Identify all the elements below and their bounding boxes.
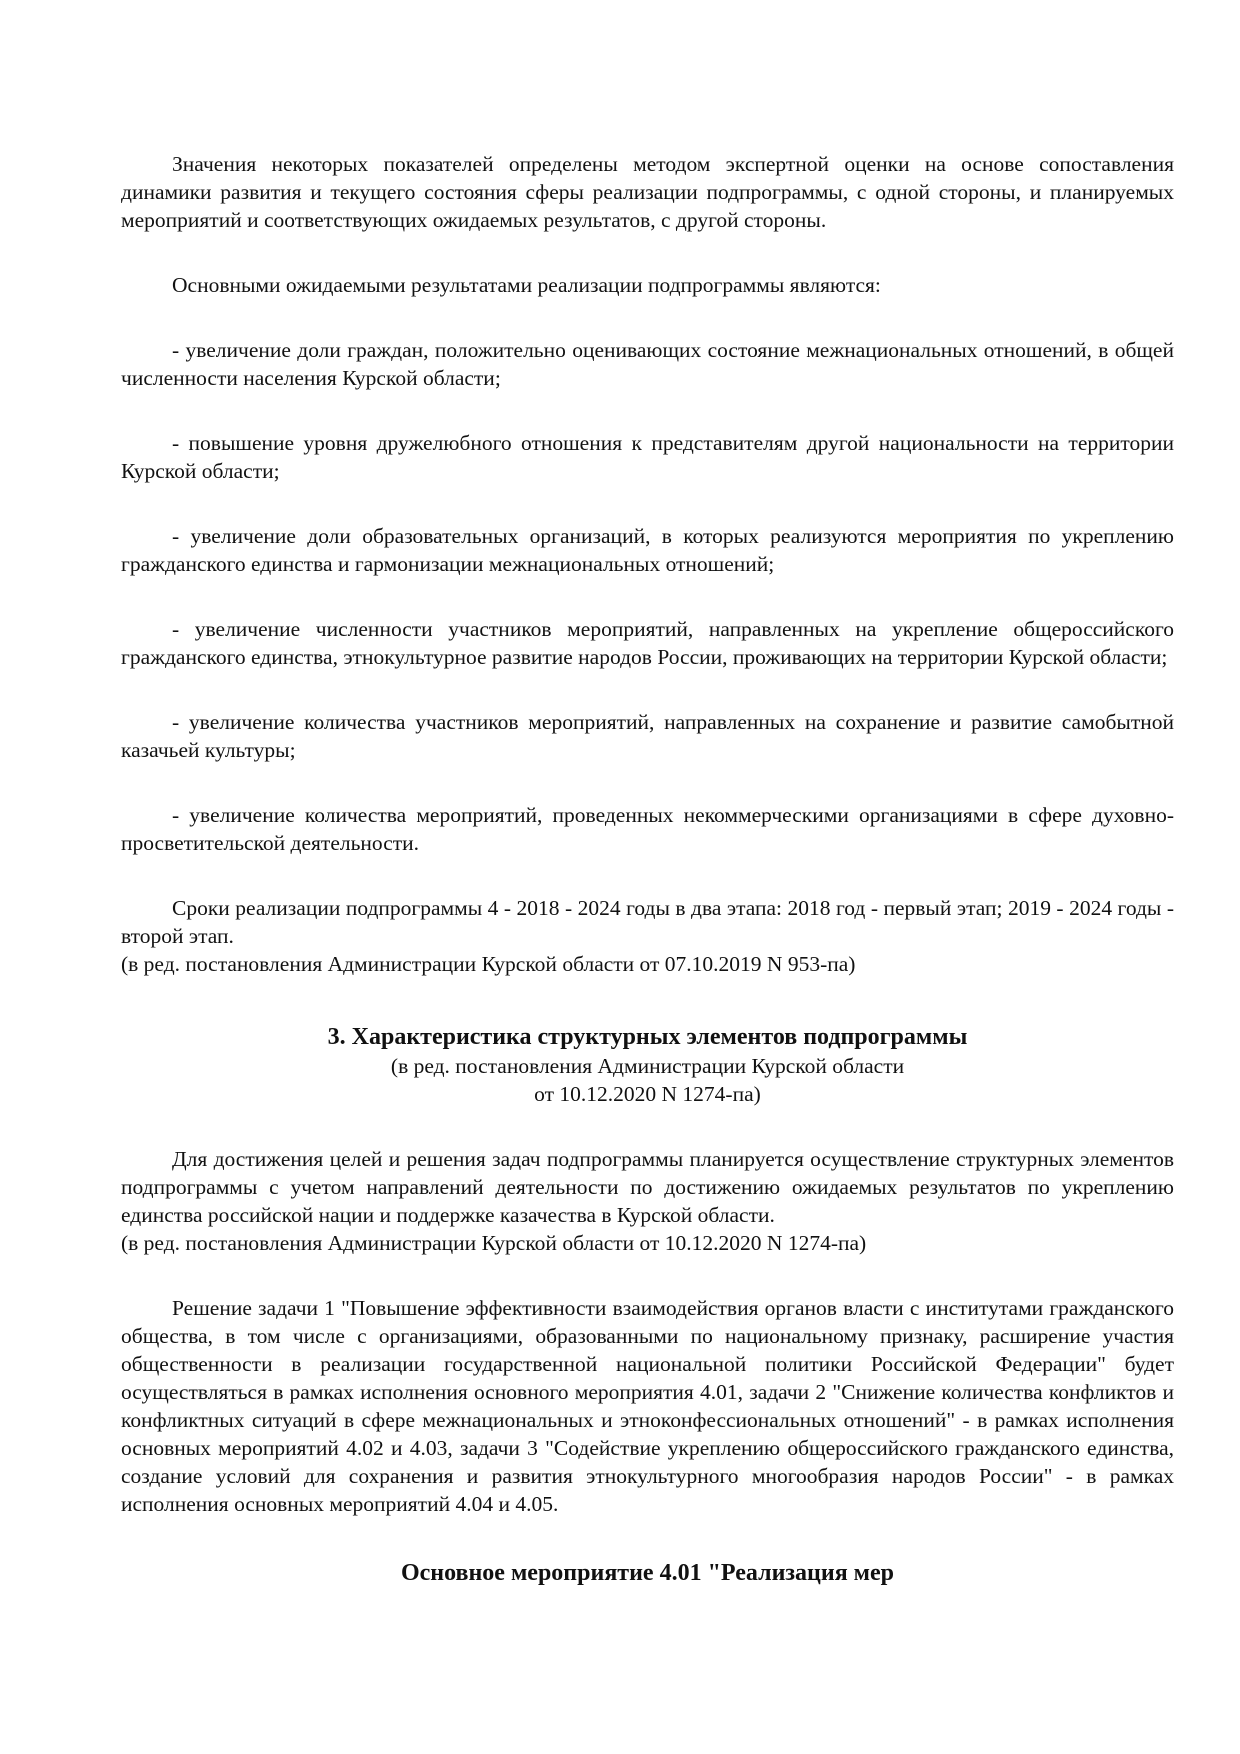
section-3-subtitle-line1: (в ред. постановления Администрации Курской области <box>390 1054 905 1078</box>
paragraph-tasks-implementation: Решение задачи 1 "Повышение эффективности взаимодействия органов власти с институтами гражданского общества, в том числе с организациями, образованными по национальному признаку, расширение участия общественности в реализации государственной национальной политики Российской Федерации" будет осуществляться в рамках исполнения основного мероприятия 4.01, задачи 2 "Снижение количества конфликтов и конфликтных ситуаций в сфере межнациональных и этноконфессиональных отношений" - в рамках исполнения основных мероприятий 4.02 и 4.03, задачи 3 "Содействие укреплению общероссийского гражданского единства, создание условий для сохранения и развития этнокультурного многообразия народов России" - в рамках исполнения основных мероприятий 4.04 и 4.05. <box>121 1296 1174 1516</box>
list-item-result-2: - повышение уровня дружелюбного отношения к представителям другой национальности на территории Курской области; <box>121 431 1174 483</box>
paragraph-section-3-goals: Для достижения целей и решения задач подпрограммы планируется осуществление структурных элементов подпрограммы с учетом направлений деятельности по достижению ожидаемых результатов по укреплению единства российской нации и поддержке казачества в Курской области. <box>121 1147 1174 1227</box>
list-item-result-4: - увеличение численности участников мероприятий, направленных на укрепление общероссийского гражданского единства, этнокультурное развитие народов России, проживающих на территории Курской области; <box>121 617 1174 669</box>
paragraph-expert-assessment: Значения некоторых показателей определены методом экспертной оценки на основе сопоставления динамики развития и текущего состояния сферы реализации подпрограммы, с одной стороны, и планируемых мероприятий и соответствующих ожидаемых результатов, с другой стороны. <box>121 152 1174 232</box>
list-item-result-3: - увеличение доли образовательных организаций, в которых реализуются мероприятия по укреплению гражданского единства и гармонизации межнациональных отношений; <box>121 524 1174 576</box>
amendment-note-2019: (в ред. постановления Администрации Курской области от 07.10.2019 N 953-па) <box>121 952 856 976</box>
subheading-main-activity-4-01: Основное мероприятие 4.01 "Реализация мер <box>400 1560 895 1586</box>
list-item-result-1: - увеличение доли граждан, положительно оценивающих состояние межнациональных отношений, в общей численности населения Курской области; <box>121 338 1174 390</box>
amendment-note-2020: (в ред. постановления Администрации Курской области от 10.12.2020 N 1274-па) <box>121 1231 867 1255</box>
paragraph-expected-results-intro: Основными ожидаемыми результатами реализации подпрограммы являются: <box>172 273 881 297</box>
list-item-result-5: - увеличение количества участников мероприятий, направленных на сохранение и развитие самобытной казачьей культуры; <box>121 710 1174 762</box>
section-3-title: 3. Характеристика структурных элементов подпрограммы <box>327 1024 968 1050</box>
section-3-subtitle-line2: от 10.12.2020 N 1274-па) <box>534 1082 761 1106</box>
list-item-result-6: - увеличение количества мероприятий, проведенных некоммерческими организациями в сфере духовно-просветительской деятельности. <box>121 803 1174 855</box>
paragraph-timeline: Сроки реализации подпрограммы 4 - 2018 - 2024 годы в два этапа: 2018 год - первый этап; 2019 - 2024 годы - второй этап. <box>121 896 1174 948</box>
document-page <box>121 150 1174 1588</box>
